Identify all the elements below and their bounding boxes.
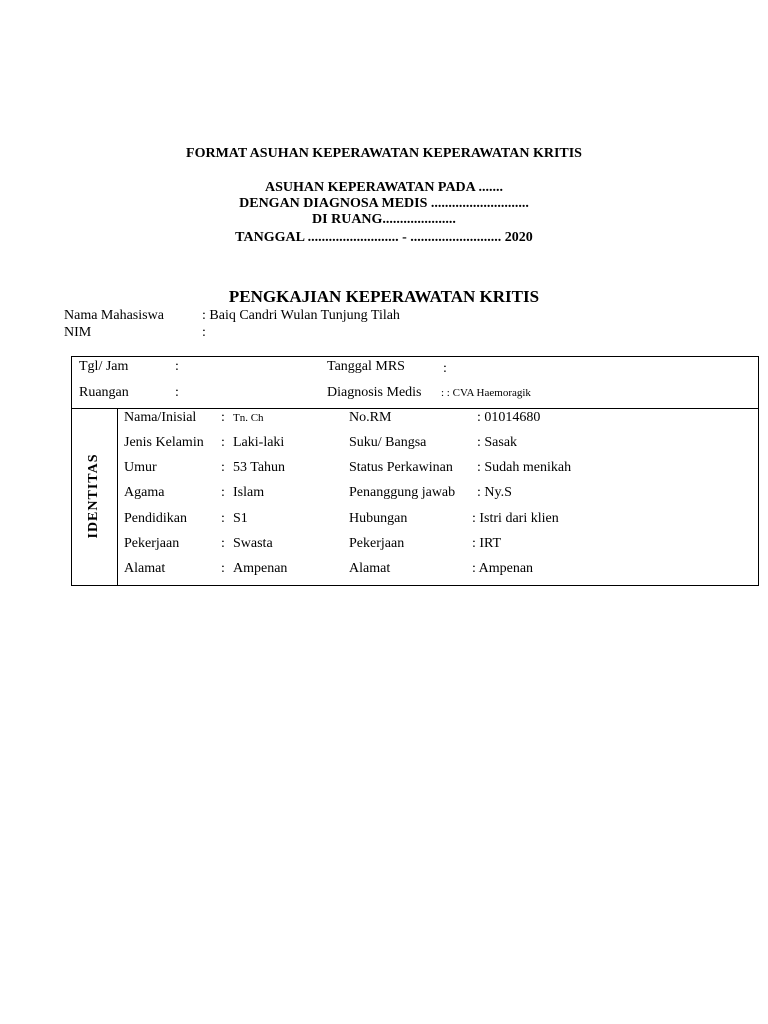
identity-row-4-left-value: Islam	[233, 485, 265, 500]
section-title: PENGKAJIAN KEPERAWATAN KRITIS	[228, 287, 540, 306]
identity-row-5-right-label: Hubungan	[349, 511, 408, 526]
tgl-jam-label: Tgl/ Jam	[79, 359, 129, 374]
identity-row-5-left-colon: :	[221, 511, 225, 526]
table-divider	[71, 408, 759, 409]
nim-label: NIM	[64, 325, 92, 340]
identity-row-5-left-label: Pendidikan	[124, 511, 187, 526]
identity-row-1-left-label: Nama/Inisial	[124, 410, 197, 425]
identity-row-2-left-value: Laki-laki	[233, 435, 285, 450]
format-title: FORMAT ASUHAN KEPERAWATAN KEPERAWATAN KRITIS	[186, 146, 582, 161]
tanggal-mrs-colon: :	[443, 361, 447, 376]
asuhan-line: ASUHAN KEPERAWATAN PADA .......	[264, 180, 503, 195]
identity-row-7-left-value: Ampenan	[233, 561, 288, 576]
identity-row-1-left-value: Tn. Ch	[233, 412, 264, 424]
diagnosa-line: DENGAN DIAGNOSA MEDIS ............................	[239, 196, 529, 211]
student-name-label: Nama Mahasiswa	[64, 308, 164, 323]
diagnosis-label: Diagnosis Medis	[327, 385, 422, 400]
identity-row-6-left-label: Pekerjaan	[124, 536, 180, 551]
identitas-label: IDENTITAS	[86, 453, 101, 539]
identity-row-6-right-label: Pekerjaan	[349, 536, 405, 551]
identity-row-2-left-colon: :	[221, 435, 225, 450]
diagnosis-value: : : CVA Haemoragik	[441, 387, 531, 399]
student-name-value: : Baiq Candri Wulan Tunjung Tilah	[202, 308, 400, 323]
identity-row-3-right-value: : Sudah menikah	[477, 460, 572, 475]
identity-row-4-left-colon: :	[221, 485, 225, 500]
identity-row-1-right-value: : 01014680	[477, 410, 541, 425]
ruang-line: DI RUANG.....................	[312, 212, 456, 227]
identity-row-4-right-label: Penanggung jawab	[349, 485, 456, 500]
identity-row-3-left-label: Umur	[124, 460, 157, 475]
identity-row-1-right-label: No.RM	[349, 410, 392, 425]
identity-row-2-right-value: : Sasak	[477, 435, 518, 450]
ruangan-label: Ruangan	[79, 385, 129, 400]
tgl-jam-colon: :	[175, 359, 179, 374]
identity-row-1-left-colon: :	[221, 410, 225, 425]
identity-row-3-left-value: 53 Tahun	[233, 460, 286, 475]
identity-row-7-left-label: Alamat	[124, 561, 166, 576]
identity-row-7-left-colon: :	[221, 561, 225, 576]
identity-row-5-right-value: : Istri dari klien	[472, 511, 559, 526]
tanggal-line: TANGGAL .......................... - .......................... 2020	[235, 230, 533, 245]
identity-row-7-right-label: Alamat	[349, 561, 391, 576]
identity-row-4-left-label: Agama	[124, 485, 165, 500]
identity-row-2-right-label: Suku/ Bangsa	[349, 435, 427, 450]
identity-row-4-right-value: : Ny.S	[477, 485, 512, 500]
identity-row-6-right-value: : IRT	[472, 536, 502, 551]
identity-row-2-left-label: Jenis Kelamin	[124, 435, 204, 450]
ruangan-colon: :	[175, 385, 179, 400]
identity-row-6-left-value: Swasta	[233, 536, 273, 551]
nim-value: :	[202, 325, 206, 340]
identity-row-3-right-label: Status Perkawinan	[349, 460, 453, 475]
tanggal-mrs-label: Tanggal MRS	[327, 359, 405, 374]
identity-row-6-left-colon: :	[221, 536, 225, 551]
identity-row-3-left-colon: :	[221, 460, 225, 475]
identity-column-divider	[117, 408, 118, 586]
identity-row-5-left-value: S1	[233, 511, 248, 526]
identity-row-7-right-value: : Ampenan	[472, 561, 534, 576]
